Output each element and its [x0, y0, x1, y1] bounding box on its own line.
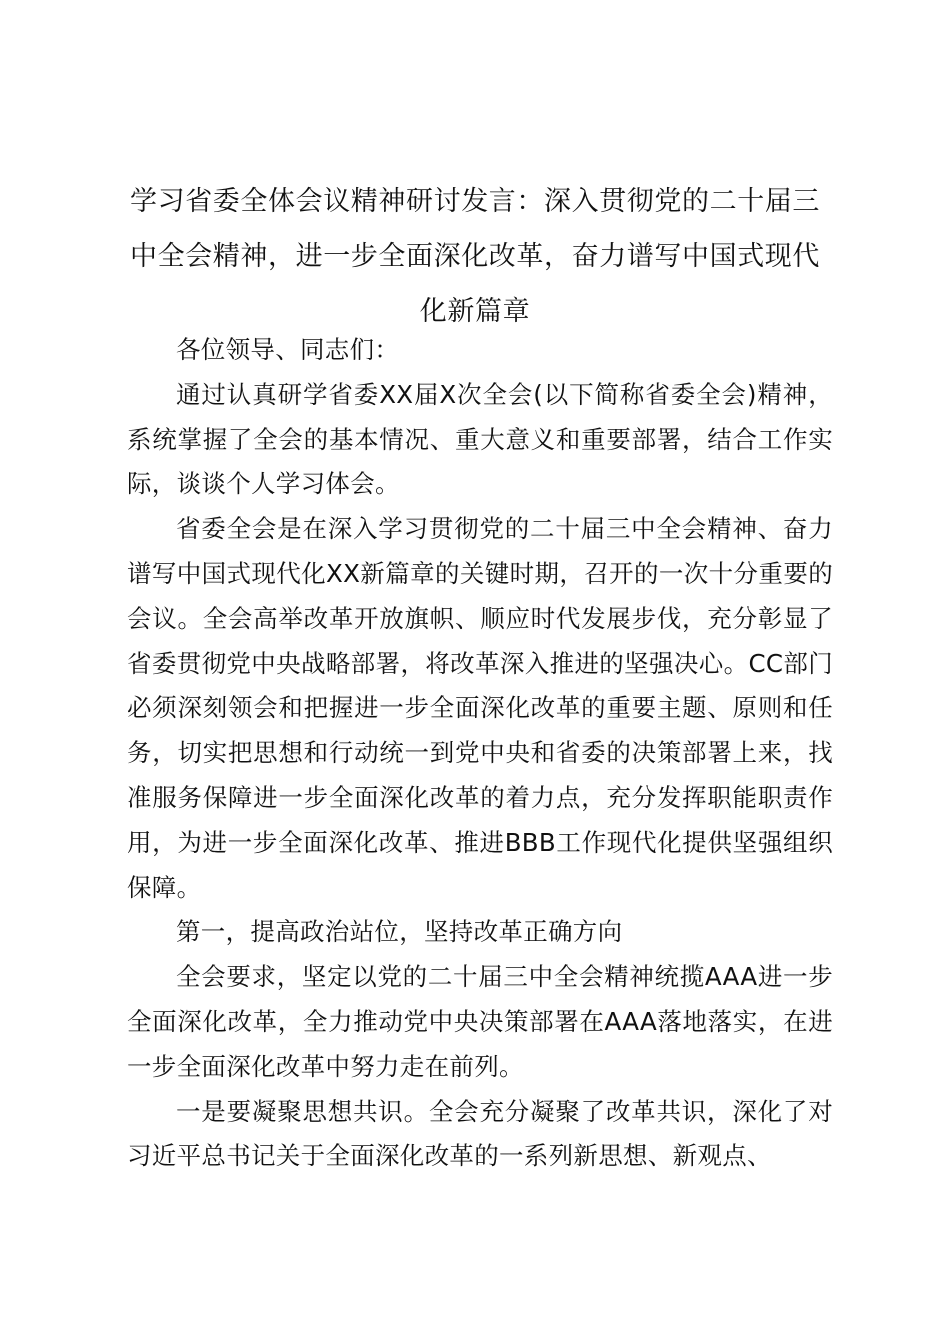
document-body	[127, 328, 833, 1179]
body-paragraph: 通过认真研学省委XX届X次全会(以下简称省委全会)精神，系统掌握了全会的基本情况、重大意义和重要部署，结合工作实际，谈谈个人学习体会。	[127, 379, 833, 499]
body-paragraph: 一是要凝聚思想共识。全会充分凝聚了改革共识，深化了对习近平总书记关于全面深化改革的一系列新思想、新观点、	[127, 1096, 833, 1171]
body-paragraph: 省委全会是在深入学习贯彻党的二十届三中全会精神、奋力谱写中国式现代化XX新篇章的关键时期，召开的一次十分重要的会议。全会高举改革开放旗帜、顺应时代发展步伐，充分彰显了省委贯彻党中央战略部署，将改革深入推进的坚强决心。CC部门必须深刻领会和把握进一步全面深化改革的重要主题、原则和任务，切实把思想和行动统一到党中央和省委的决策部署上来，找准服务保障进一步全面深化改革的着力点，充分发挥职能职责作用，为进一步全面深化改革、推进BBB工作现代化提供坚强组织保障。	[127, 514, 833, 902]
salutation-paragraph: 各位领导、同志们：	[176, 335, 400, 364]
body-paragraph: 全会要求，坚定以党的二十届三中全会精神统揽AAA进一步全面深化改革，全力推动党中央决策部署在AAA落地落实，在进一步全面深化改革中努力走在前列。	[127, 962, 833, 1081]
section-heading: 第一，提高政治站位，坚持改革正确方向	[176, 917, 623, 947]
document-title: 学习省委全体会议精神研讨发言：深入贯彻党的二十届三中全会精神，进一步全面深化改革，奋力谱写中国式现代化新篇章	[130, 186, 820, 327]
